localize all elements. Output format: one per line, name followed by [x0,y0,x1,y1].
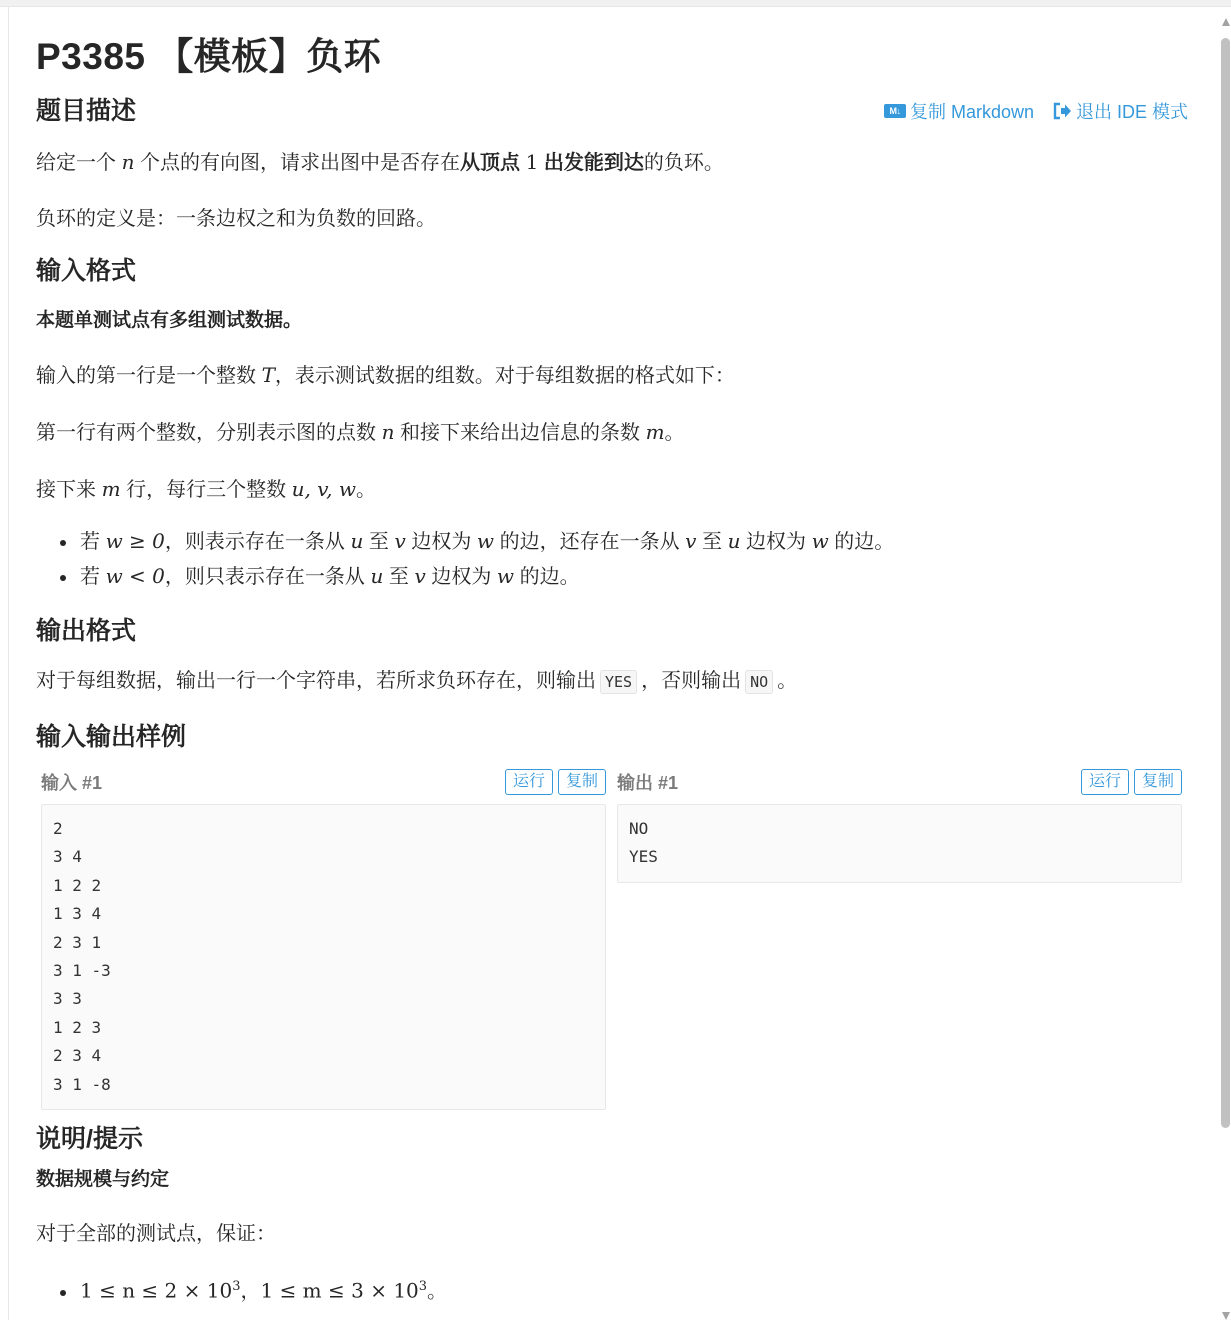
list-item: • $1 \le n \le 2 \times 10^3$，$1 \le m \le 3 \times 10^3$。 [78,1270,1188,1309]
sample-input-title: 输入 #1 [41,773,103,793]
top-border [0,0,1231,7]
sign-out-icon [1052,102,1072,120]
constraints-list [36,1270,1188,1309]
copy-input-button[interactable]: 复制 [558,769,606,795]
description-paragraph-1: 给定一个 n 个点的有向图，请求出图中是否存在从顶点 1 出发能到达的负环。 [36,150,724,174]
scroll-down-arrow-icon[interactable] [1222,1312,1230,1320]
sample-output-header [617,766,1182,798]
list-item: • 若 w ≥ 0，则表示存在一条从 u 至 v 边权为 w 的边，还存在一条从 v 至 u 边权为 w 的边。 [78,524,1188,559]
sample-input [41,766,606,1110]
edge-rules-list [36,524,1188,594]
yes-code: YES [600,670,637,694]
list-item: • 若 w < 0，则只表示存在一条从 u 至 v 边权为 w 的边。 [78,559,1188,594]
output-paragraph: 对于每组数据，输出一行一个字符串，若所求负环存在，则输出 YES ，否则输出 NO 。 [36,670,798,692]
scrollbar[interactable] [1219,14,1231,1320]
description-header [36,92,1188,130]
sample-output-title: 输出 #1 [617,773,679,793]
scroll-up-arrow-icon[interactable] [1222,18,1230,26]
input-paragraph-3: 接下来 m 行，每行三个整数 u, v, w。 [36,477,377,501]
exit-ide-label: 退出 IDE 模式 [1075,102,1188,122]
markdown-icon: M↓ [884,104,906,118]
run-output-button[interactable]: 运行 [1081,769,1129,795]
left-border [8,6,9,1320]
description-heading: 题目描述 [36,97,137,125]
page-title: P3385 【模板】负环 [36,36,382,77]
sample-output [617,766,1182,1110]
input-format-heading: 输入格式 [36,257,137,285]
hint-paragraph: 对于全部的测试点，保证： [36,1223,276,1246]
copy-markdown-button[interactable] [884,98,1034,124]
samples-heading: 输入输出样例 [36,723,187,751]
input-paragraph-1: 输入的第一行是一个整数 T，表示测试数据的组数。对于每组数据的格式如下： [36,363,735,387]
hint-heading: 说明/提示 [36,1125,143,1154]
sample-input-header [41,766,606,798]
scrollbar-thumb[interactable] [1221,38,1230,1128]
samples-area [41,766,1188,1110]
copy-output-button[interactable]: 复制 [1134,769,1182,795]
sample-input-code: 2 3 4 1 2 2 1 3 4 2 3 1 3 1 -3 3 3 1 2 3 2 3 4 3 1 -8 [41,804,606,1110]
exit-ide-button[interactable] [1052,98,1188,124]
multi-test-note: 本题单测试点有多组测试数据。 [36,310,303,331]
toolbar [884,92,1188,130]
no-code: NO [745,670,773,694]
output-format-heading: 输出格式 [36,617,137,645]
hint-subheading: 数据规模与约定 [36,1169,170,1191]
sample-output-code: NO YES [617,804,1182,883]
copy-markdown-label: 复制 Markdown [909,102,1034,122]
input-paragraph-2: 第一行有两个整数，分别表示图的点数 n 和接下来给出边信息的条数 m。 [36,420,685,444]
problem-content [36,30,1188,1309]
description-paragraph-2: 负环的定义是：一条边权之和为负数的回路。 [36,208,436,230]
run-input-button[interactable]: 运行 [505,769,553,795]
